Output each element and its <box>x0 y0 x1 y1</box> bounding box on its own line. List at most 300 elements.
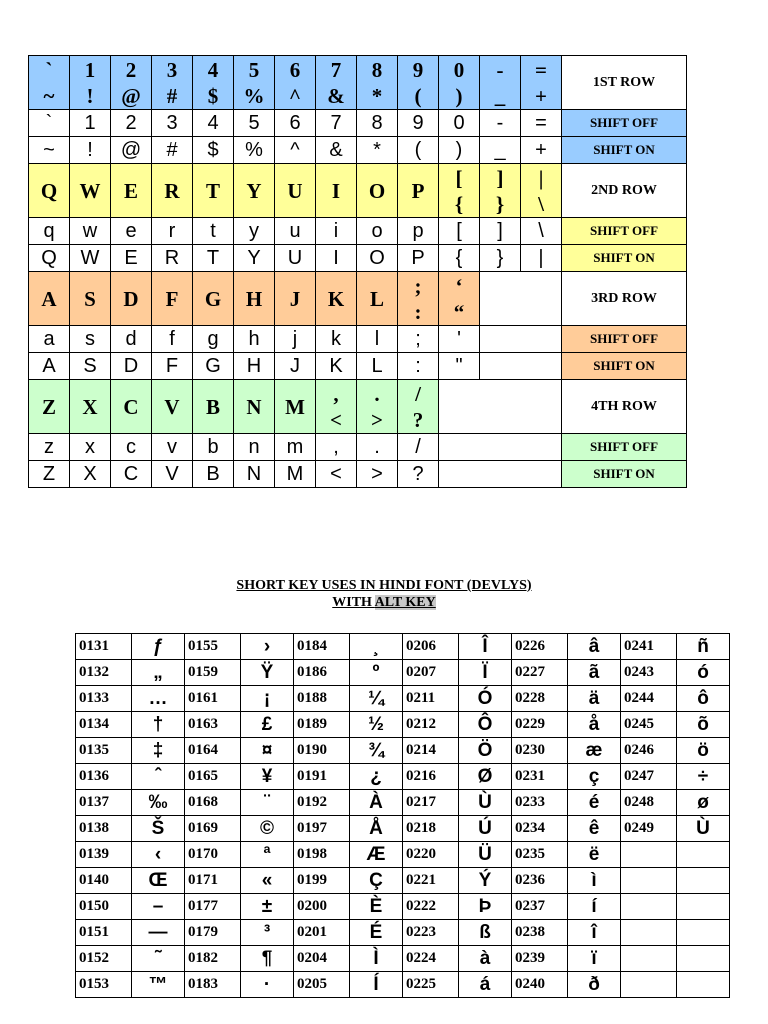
alt-character <box>677 894 730 920</box>
key-cell <box>521 164 562 218</box>
key-cell <box>480 56 521 110</box>
alt-code: 0221 <box>403 868 459 894</box>
key-cell: ) <box>439 137 480 164</box>
row1-keys <box>29 56 687 110</box>
key-cell: ? <box>398 461 439 488</box>
key-primary: ` <box>45 57 53 82</box>
key-cell: F <box>152 353 193 380</box>
alt-character: á <box>459 972 512 998</box>
key-primary: T <box>205 178 220 203</box>
key-secondary: ! <box>86 83 94 108</box>
row4-keys <box>29 380 687 434</box>
alt-character: ¿ <box>350 764 403 790</box>
key-cell <box>70 56 111 110</box>
shift-off-label: SHIFT OFF <box>562 434 687 461</box>
key-secondary: % <box>243 83 265 108</box>
alt-code: 0234 <box>512 816 568 842</box>
alt-character: ™ <box>132 972 185 998</box>
key-cell <box>152 164 193 218</box>
alt-code <box>621 946 677 972</box>
alt-character: À <box>350 790 403 816</box>
key-cell <box>152 56 193 110</box>
row3-shift-on <box>29 353 687 380</box>
row4-shift-off <box>29 434 687 461</box>
key-cell: ; <box>398 326 439 353</box>
alt-character: † <box>132 712 185 738</box>
alt-code: 0153 <box>76 972 132 998</box>
alt-code <box>621 894 677 920</box>
alt-code: 0220 <box>403 842 459 868</box>
key-primary: L <box>369 286 384 311</box>
alt-code <box>621 920 677 946</box>
key-cell: b <box>193 434 234 461</box>
alt-code: 0169 <box>185 816 241 842</box>
key-cell: 4 <box>193 110 234 137</box>
key-cell <box>439 56 480 110</box>
key-secondary: # <box>166 83 178 108</box>
key-primary: ‘ <box>455 273 463 298</box>
alt-character: · <box>241 972 294 998</box>
key-cell <box>439 164 480 218</box>
key-cell <box>29 56 70 110</box>
key-secondary: ( <box>414 83 422 108</box>
key-primary: O <box>368 178 386 203</box>
key-cell: v <box>152 434 193 461</box>
key-cell: y <box>234 218 275 245</box>
key-cell: * <box>357 137 398 164</box>
alt-character: Î <box>459 634 512 660</box>
key-cell <box>29 164 70 218</box>
alt-character: à <box>459 946 512 972</box>
alt-character: ã <box>568 660 621 686</box>
key-cell <box>398 380 439 434</box>
key-primary: - <box>496 57 504 82</box>
key-cell <box>316 56 357 110</box>
key-primary: H <box>245 286 263 311</box>
alt-code <box>621 842 677 868</box>
alt-code: 0133 <box>76 686 132 712</box>
alt-code: 0200 <box>294 894 350 920</box>
key-secondary: “ <box>453 299 465 324</box>
key-primary: , <box>333 381 339 406</box>
key-cell: _ <box>480 137 521 164</box>
alt-character: Ï <box>459 660 512 686</box>
key-cell: 1 <box>70 110 111 137</box>
alt-code: 0189 <box>294 712 350 738</box>
key-primary: S <box>84 286 96 311</box>
heading-line-2-prefix: WITH <box>332 595 375 610</box>
key-cell: k <box>316 326 357 353</box>
key-cell: 2 <box>111 110 152 137</box>
row-label: 4TH ROW <box>562 380 687 434</box>
alt-code-row <box>76 738 730 764</box>
alt-character: ê <box>568 816 621 842</box>
key-cell: ` <box>29 110 70 137</box>
alt-code: 0204 <box>294 946 350 972</box>
alt-code: 0240 <box>512 972 568 998</box>
key-cell: t <box>193 218 234 245</box>
shift-on-label: SHIFT ON <box>562 245 687 272</box>
key-cell: | <box>521 245 562 272</box>
key-cell <box>398 272 439 326</box>
alt-code: 0186 <box>294 660 350 686</box>
alt-character: Ý <box>459 868 512 894</box>
alt-code-row <box>76 712 730 738</box>
key-primary: M <box>285 394 305 419</box>
key-cell <box>234 272 275 326</box>
key-cell: m <box>275 434 316 461</box>
alt-code-table <box>75 633 730 998</box>
alt-character <box>677 842 730 868</box>
alt-character: « <box>241 868 294 894</box>
key-cell: f <box>152 326 193 353</box>
alt-code-row <box>76 660 730 686</box>
key-cell: R <box>152 245 193 272</box>
alt-code-row <box>76 920 730 946</box>
key-cell: & <box>316 137 357 164</box>
key-secondary: ) <box>455 83 463 108</box>
alt-code: 0134 <box>76 712 132 738</box>
key-primary: I <box>331 178 341 203</box>
alt-code-table-body <box>76 634 730 998</box>
alt-code: 0235 <box>512 842 568 868</box>
key-primary: 1 <box>84 57 96 82</box>
key-cell <box>234 380 275 434</box>
key-primary: 7 <box>330 57 342 82</box>
alt-character: … <box>132 686 185 712</box>
alt-character: › <box>241 634 294 660</box>
key-cell: ! <box>70 137 111 164</box>
row4-shift-on <box>29 461 687 488</box>
key-cell: ( <box>398 137 439 164</box>
alt-character: å <box>568 712 621 738</box>
alt-character: ÷ <box>677 764 730 790</box>
alt-character: „ <box>132 660 185 686</box>
alt-code: 0132 <box>76 660 132 686</box>
key-cell: X <box>70 461 111 488</box>
key-cell: C <box>111 461 152 488</box>
key-cell: P <box>398 245 439 272</box>
key-cell: 9 <box>398 110 439 137</box>
alt-character: ì <box>568 868 621 894</box>
empty-cell <box>439 380 562 434</box>
key-primary: K <box>327 286 345 311</box>
alt-code: 0214 <box>403 738 459 764</box>
shift-on-label: SHIFT ON <box>562 353 687 380</box>
alt-character: ø <box>677 790 730 816</box>
alt-code: 0170 <box>185 842 241 868</box>
alt-character: ¶ <box>241 946 294 972</box>
alt-code: 0228 <box>512 686 568 712</box>
key-secondary: ^ <box>288 83 302 108</box>
empty-cell <box>480 353 562 380</box>
key-cell: + <box>521 137 562 164</box>
key-cell: > <box>357 461 398 488</box>
key-secondary: ? <box>412 407 424 432</box>
alt-code: 0236 <box>512 868 568 894</box>
key-secondary: : <box>414 299 422 324</box>
alt-code: 0137 <box>76 790 132 816</box>
key-cell: q <box>29 218 70 245</box>
alt-code: 0159 <box>185 660 241 686</box>
alt-code: 0191 <box>294 764 350 790</box>
alt-character: Œ <box>132 868 185 894</box>
key-cell: Q <box>29 245 70 272</box>
key-cell <box>70 272 111 326</box>
key-cell: J <box>275 353 316 380</box>
keyboard-table-body <box>29 56 687 488</box>
alt-code: 0171 <box>185 868 241 894</box>
key-cell <box>70 380 111 434</box>
alt-code: 0207 <box>403 660 459 686</box>
key-cell: x <box>70 434 111 461</box>
key-cell <box>316 272 357 326</box>
key-cell: } <box>480 245 521 272</box>
key-cell: < <box>316 461 357 488</box>
key-primary: 6 <box>289 57 301 82</box>
key-cell <box>398 56 439 110</box>
key-primary: Z <box>41 394 56 419</box>
alt-character <box>677 920 730 946</box>
heading-line-1: SHORT KEY USES IN HINDI FONT (DEVLYS) <box>236 578 532 593</box>
alt-character: ¥ <box>241 764 294 790</box>
alt-code-row <box>76 634 730 660</box>
alt-character: ß <box>459 920 512 946</box>
key-cell: a <box>29 326 70 353</box>
key-cell: 8 <box>357 110 398 137</box>
alt-character: ˆ <box>132 764 185 790</box>
key-cell: d <box>111 326 152 353</box>
key-cell: V <box>152 461 193 488</box>
key-cell <box>29 380 70 434</box>
alt-character: ª <box>241 842 294 868</box>
alt-code: 0139 <box>76 842 132 868</box>
key-cell: : <box>398 353 439 380</box>
empty-cell <box>439 461 562 488</box>
alt-code-row <box>76 816 730 842</box>
key-cell: i <box>316 218 357 245</box>
alt-code: 0155 <box>185 634 241 660</box>
key-cell <box>480 164 521 218</box>
alt-code: 0152 <box>76 946 132 972</box>
key-cell: " <box>439 353 480 380</box>
alt-character: ñ <box>677 634 730 660</box>
alt-code-row <box>76 686 730 712</box>
row1-shift-off <box>29 110 687 137</box>
key-primary: Q <box>40 178 58 203</box>
alt-character: ï <box>568 946 621 972</box>
alt-code: 0239 <box>512 946 568 972</box>
key-cell: H <box>234 353 275 380</box>
key-secondary: _ <box>494 83 506 108</box>
alt-character: Ú <box>459 816 512 842</box>
key-cell: 3 <box>152 110 193 137</box>
key-cell: g <box>193 326 234 353</box>
alt-character: Š <box>132 816 185 842</box>
alt-code: 0227 <box>512 660 568 686</box>
alt-code: 0244 <box>621 686 677 712</box>
alt-character: ¤ <box>241 738 294 764</box>
alt-character: Ì <box>350 946 403 972</box>
key-cell <box>521 56 562 110</box>
key-primary: | <box>538 165 544 190</box>
key-primary: . <box>374 381 380 406</box>
key-cell: N <box>234 461 275 488</box>
key-cell: z <box>29 434 70 461</box>
alt-code: 0247 <box>621 764 677 790</box>
alt-code: 0164 <box>185 738 241 764</box>
key-primary: F <box>165 286 179 311</box>
key-cell: h <box>234 326 275 353</box>
alt-code: 0163 <box>185 712 241 738</box>
alt-character: ‡ <box>132 738 185 764</box>
shift-off-label: SHIFT OFF <box>562 326 687 353</box>
alt-code: 0161 <box>185 686 241 712</box>
key-primary: 0 <box>453 57 465 82</box>
key-primary: W <box>79 178 101 203</box>
alt-character: é <box>568 790 621 816</box>
key-cell: S <box>70 353 111 380</box>
alt-character: Ù <box>459 790 512 816</box>
key-cell: @ <box>111 137 152 164</box>
alt-character: £ <box>241 712 294 738</box>
key-cell <box>357 56 398 110</box>
alt-character: ç <box>568 764 621 790</box>
alt-code: 0184 <box>294 634 350 660</box>
key-secondary: ~ <box>43 83 55 108</box>
key-cell: I <box>316 245 357 272</box>
row3-shift-off <box>29 326 687 353</box>
alt-character: º <box>350 660 403 686</box>
key-cell: L <box>357 353 398 380</box>
alt-code: 0212 <box>403 712 459 738</box>
key-cell: T <box>193 245 234 272</box>
shift-off-label: SHIFT OFF <box>562 218 687 245</box>
alt-code: 0246 <box>621 738 677 764</box>
alt-code: 0225 <box>403 972 459 998</box>
alt-code: 0188 <box>294 686 350 712</box>
key-cell <box>193 56 234 110</box>
key-secondary: < <box>330 407 342 432</box>
alt-character: ó <box>677 660 730 686</box>
alt-character: ö <box>677 738 730 764</box>
key-cell <box>234 56 275 110</box>
alt-code: 0183 <box>185 972 241 998</box>
alt-character: — <box>132 920 185 946</box>
alt-code: 0233 <box>512 790 568 816</box>
key-primary: 5 <box>248 57 260 82</box>
alt-character: ‰ <box>132 790 185 816</box>
alt-code: 0231 <box>512 764 568 790</box>
key-cell: e <box>111 218 152 245</box>
row2-shift-off <box>29 218 687 245</box>
key-primary: U <box>287 178 303 203</box>
alt-code: 0218 <box>403 816 459 842</box>
key-cell: s <box>70 326 111 353</box>
alt-code-row <box>76 946 730 972</box>
key-cell <box>439 272 480 326</box>
key-cell: U <box>275 245 316 272</box>
alt-code-row <box>76 764 730 790</box>
alt-character: ˜ <box>132 946 185 972</box>
alt-character: Ô <box>459 712 512 738</box>
key-primary: P <box>411 178 425 203</box>
alt-character: ë <box>568 842 621 868</box>
alt-code <box>621 868 677 894</box>
alt-code: 0205 <box>294 972 350 998</box>
key-primary: 2 <box>125 57 137 82</box>
key-cell: M <box>275 461 316 488</box>
key-cell: ' <box>439 326 480 353</box>
alt-character: ¾ <box>350 738 403 764</box>
alt-character: Ù <box>677 816 730 842</box>
alt-code-row <box>76 894 730 920</box>
key-cell <box>398 164 439 218</box>
key-cell: W <box>70 245 111 272</box>
key-cell: l <box>357 326 398 353</box>
key-cell: G <box>193 353 234 380</box>
key-primary: 9 <box>412 57 424 82</box>
alt-code: 0165 <box>185 764 241 790</box>
key-cell: # <box>152 137 193 164</box>
alt-character: Ü <box>459 842 512 868</box>
key-primary: A <box>41 286 57 311</box>
key-primary: 3 <box>166 57 178 82</box>
key-cell: p <box>398 218 439 245</box>
key-cell: Y <box>234 245 275 272</box>
key-primary: ] <box>496 165 504 190</box>
alt-code: 0140 <box>76 868 132 894</box>
key-cell: E <box>111 245 152 272</box>
key-secondary: $ <box>207 83 219 108</box>
row1-shift-on <box>29 137 687 164</box>
alt-code: 0168 <box>185 790 241 816</box>
key-cell <box>193 164 234 218</box>
key-cell: r <box>152 218 193 245</box>
alt-key-heading <box>0 577 768 611</box>
alt-character: Å <box>350 816 403 842</box>
key-cell: $ <box>193 137 234 164</box>
key-primary: 4 <box>207 57 219 82</box>
alt-character: Ö <box>459 738 512 764</box>
key-cell <box>234 164 275 218</box>
alt-character <box>677 946 730 972</box>
key-cell: = <box>521 110 562 137</box>
key-cell: / <box>398 434 439 461</box>
key-primary: 8 <box>371 57 383 82</box>
heading-highlight: ALT KEY <box>374 595 436 610</box>
key-primary: N <box>246 394 262 419</box>
key-cell: ~ <box>29 137 70 164</box>
key-cell: 7 <box>316 110 357 137</box>
alt-character: Ó <box>459 686 512 712</box>
alt-character: Ç <box>350 868 403 894</box>
key-primary: D <box>123 286 139 311</box>
key-cell: [ <box>439 218 480 245</box>
key-cell: u <box>275 218 316 245</box>
key-cell <box>275 56 316 110</box>
key-primary: V <box>164 394 180 419</box>
key-primary: C <box>123 394 139 419</box>
key-secondary: \ <box>538 191 544 216</box>
alt-code: 0229 <box>512 712 568 738</box>
key-cell: ] <box>480 218 521 245</box>
alt-code: 0182 <box>185 946 241 972</box>
alt-character <box>677 868 730 894</box>
alt-character: Í <box>350 972 403 998</box>
shift-on-label: SHIFT ON <box>562 461 687 488</box>
alt-character: © <box>241 816 294 842</box>
